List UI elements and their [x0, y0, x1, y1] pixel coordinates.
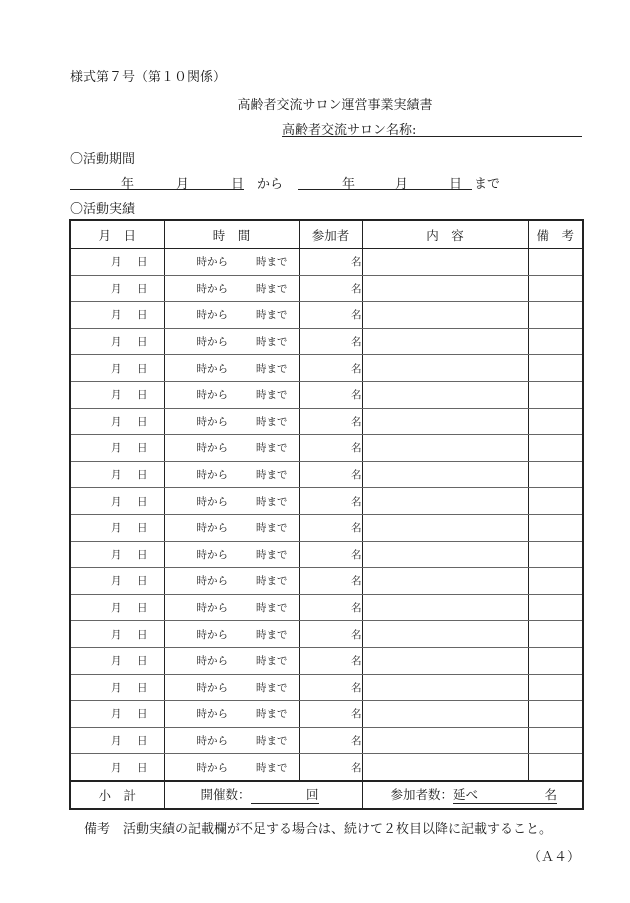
- row-date-cell[interactable]: [70, 408, 164, 435]
- table-row: [70, 568, 583, 595]
- row-content-cell[interactable]: [362, 541, 528, 568]
- row-time-cell[interactable]: [164, 568, 299, 595]
- row-participants-unit: 名: [351, 655, 362, 668]
- row-date-cell[interactable]: [70, 621, 164, 648]
- row-month: 月: [111, 442, 122, 455]
- row-participants-cell[interactable]: [299, 647, 362, 674]
- table-row: [70, 754, 583, 781]
- row-date-cell[interactable]: [70, 727, 164, 754]
- row-remarks-cell[interactable]: [528, 594, 583, 621]
- row-time-cell[interactable]: [164, 381, 299, 408]
- row-remarks-cell[interactable]: [528, 754, 583, 781]
- row-month: 月: [111, 761, 122, 774]
- row-participants-cell[interactable]: [299, 328, 362, 355]
- row-time-cell[interactable]: [164, 302, 299, 329]
- row-time-cell[interactable]: [164, 275, 299, 302]
- period-end-underline[interactable]: [298, 189, 472, 190]
- row-time-from: 時から: [196, 415, 228, 428]
- row-time-until: 時まで: [256, 708, 288, 721]
- row-date-cell[interactable]: [70, 647, 164, 674]
- row-participants-unit: 名: [351, 628, 362, 641]
- row-participants-cell[interactable]: [299, 754, 362, 781]
- row-time-cell[interactable]: [164, 514, 299, 541]
- row-participants-unit: 名: [351, 734, 362, 747]
- row-remarks-cell[interactable]: [528, 435, 583, 462]
- row-time-until: 時まで: [256, 548, 288, 561]
- row-content-cell[interactable]: [362, 249, 528, 276]
- row-time-from: 時から: [196, 469, 228, 482]
- row-participants-unit: 名: [351, 681, 362, 694]
- row-participants-unit: 名: [351, 495, 362, 508]
- row-time-from: 時から: [196, 256, 228, 269]
- row-month: 月: [111, 336, 122, 349]
- row-date-cell[interactable]: [70, 514, 164, 541]
- subtotal-row: [70, 781, 583, 809]
- period-start-month: 月: [176, 177, 190, 192]
- header-content: 内 容: [362, 220, 528, 249]
- row-time-cell[interactable]: [164, 754, 299, 781]
- row-day: 日: [137, 602, 148, 615]
- row-remarks-cell[interactable]: [528, 408, 583, 435]
- row-day: 日: [137, 309, 148, 322]
- row-day: 日: [137, 282, 148, 295]
- row-date-cell[interactable]: [70, 488, 164, 515]
- row-remarks-cell[interactable]: [528, 514, 583, 541]
- row-day: 日: [137, 681, 148, 694]
- row-content-cell[interactable]: [362, 594, 528, 621]
- sessions-count-cell[interactable]: [164, 781, 362, 809]
- row-time-from: 時から: [196, 495, 228, 508]
- row-participants-cell[interactable]: [299, 355, 362, 382]
- row-remarks-cell[interactable]: [528, 302, 583, 329]
- participants-total-cell[interactable]: [362, 781, 583, 809]
- row-time-from: 時から: [196, 522, 228, 535]
- participants-total-prefix: 延べ: [453, 787, 479, 803]
- row-time-until: 時まで: [256, 495, 288, 508]
- row-participants-unit: 名: [351, 469, 362, 482]
- row-participants-cell[interactable]: [299, 381, 362, 408]
- period-start-day: 日: [231, 177, 245, 192]
- row-time-cell[interactable]: [164, 701, 299, 728]
- row-time-from: 時から: [196, 548, 228, 561]
- remarks-note: 備考 活動実績の記載欄が不足する場合は、続けて２枚目以降に記載すること。: [84, 822, 553, 837]
- period-from-label: から: [257, 177, 284, 192]
- row-participants-cell[interactable]: [299, 621, 362, 648]
- row-time-cell[interactable]: [164, 408, 299, 435]
- row-time-until: 時まで: [256, 575, 288, 588]
- row-time-until: 時まで: [256, 628, 288, 641]
- row-remarks-cell[interactable]: [528, 381, 583, 408]
- row-participants-cell[interactable]: [299, 435, 362, 462]
- row-participants-unit: 名: [351, 362, 362, 375]
- row-remarks-cell[interactable]: [528, 461, 583, 488]
- row-time-until: 時まで: [256, 761, 288, 774]
- period-end-day: 日: [449, 177, 463, 192]
- row-day: 日: [137, 655, 148, 668]
- row-participants-unit: 名: [351, 548, 362, 561]
- table-row: [70, 408, 583, 435]
- row-time-cell[interactable]: [164, 674, 299, 701]
- table-row: [70, 701, 583, 728]
- row-month: 月: [111, 548, 122, 561]
- table-header-row: [70, 220, 583, 249]
- row-time-cell[interactable]: [164, 621, 299, 648]
- row-remarks-cell[interactable]: [528, 355, 583, 382]
- row-month: 月: [111, 522, 122, 535]
- row-date-cell[interactable]: [70, 355, 164, 382]
- row-participants-unit: 名: [351, 522, 362, 535]
- row-time-cell[interactable]: [164, 647, 299, 674]
- row-content-cell[interactable]: [362, 514, 528, 541]
- table-row: [70, 674, 583, 701]
- row-content-cell[interactable]: [362, 435, 528, 462]
- row-date-cell[interactable]: [70, 249, 164, 276]
- row-content-cell[interactable]: [362, 381, 528, 408]
- row-content-cell[interactable]: [362, 674, 528, 701]
- row-participants-unit: 名: [351, 442, 362, 455]
- row-participants-cell[interactable]: [299, 249, 362, 276]
- header-time: 時 間: [164, 220, 299, 249]
- paper-size-label: （Ａ４）: [528, 850, 581, 865]
- table-row: [70, 541, 583, 568]
- row-remarks-cell[interactable]: [528, 568, 583, 595]
- row-time-until: 時まで: [256, 362, 288, 375]
- row-participants-cell[interactable]: [299, 701, 362, 728]
- row-time-from: 時から: [196, 761, 228, 774]
- row-month: 月: [111, 415, 122, 428]
- row-date-cell[interactable]: [70, 435, 164, 462]
- period-end-month: 月: [395, 177, 409, 192]
- row-date-cell[interactable]: [70, 381, 164, 408]
- row-time-from: 時から: [196, 442, 228, 455]
- table-row: [70, 594, 583, 621]
- row-day: 日: [137, 336, 148, 349]
- row-time-from: 時から: [196, 628, 228, 641]
- row-remarks-cell[interactable]: [528, 328, 583, 355]
- row-remarks-cell[interactable]: [528, 541, 583, 568]
- table-row: [70, 647, 583, 674]
- row-time-from: 時から: [196, 681, 228, 694]
- period-until-label: まで: [474, 177, 501, 192]
- row-time-until: 時まで: [256, 734, 288, 747]
- row-time-from: 時から: [196, 309, 228, 322]
- row-time-cell[interactable]: [164, 727, 299, 754]
- table-row: [70, 488, 583, 515]
- row-content-cell[interactable]: [362, 488, 528, 515]
- period-end-year: 年: [342, 177, 356, 192]
- row-participants-cell[interactable]: [299, 727, 362, 754]
- sessions-unit: 回: [306, 787, 319, 803]
- row-participants-cell[interactable]: [299, 568, 362, 595]
- row-remarks-cell[interactable]: [528, 275, 583, 302]
- table-row: [70, 328, 583, 355]
- table-row: [70, 249, 583, 276]
- participants-total-label: 参加者数：: [390, 787, 454, 803]
- row-time-from: 時から: [196, 708, 228, 721]
- row-participants-unit: 名: [351, 256, 362, 269]
- sessions-count-field[interactable]: [251, 785, 319, 804]
- row-time-until: 時まで: [256, 469, 288, 482]
- header-date: 月 日: [70, 220, 164, 249]
- row-time-from: 時から: [196, 734, 228, 747]
- sessions-label: 開催数：: [200, 787, 251, 803]
- table-row: [70, 355, 583, 382]
- document-title: 高齢者交流サロン運営事業実績書: [237, 98, 433, 113]
- row-date-cell[interactable]: [70, 674, 164, 701]
- row-remarks-cell[interactable]: [528, 621, 583, 648]
- row-month: 月: [111, 655, 122, 668]
- row-participants-cell[interactable]: [299, 302, 362, 329]
- row-month: 月: [111, 681, 122, 694]
- row-time-from: 時から: [196, 362, 228, 375]
- period-start-year: 年: [121, 177, 135, 192]
- row-time-until: 時まで: [256, 282, 288, 295]
- row-month: 月: [111, 602, 122, 615]
- row-time-cell[interactable]: [164, 488, 299, 515]
- row-month: 月: [111, 309, 122, 322]
- row-time-cell[interactable]: [164, 249, 299, 276]
- row-participants-cell[interactable]: [299, 408, 362, 435]
- table-row: [70, 381, 583, 408]
- row-remarks-cell[interactable]: [528, 488, 583, 515]
- row-content-cell[interactable]: [362, 275, 528, 302]
- row-content-cell[interactable]: [362, 621, 528, 648]
- row-participants-unit: 名: [351, 415, 362, 428]
- row-content-cell[interactable]: [362, 328, 528, 355]
- table-row: [70, 727, 583, 754]
- row-month: 月: [111, 628, 122, 641]
- row-date-cell[interactable]: [70, 594, 164, 621]
- header-participants: 参加者: [299, 220, 362, 249]
- row-participants-cell[interactable]: [299, 541, 362, 568]
- row-date-cell[interactable]: [70, 568, 164, 595]
- row-remarks-cell[interactable]: [528, 674, 583, 701]
- row-participants-unit: 名: [351, 282, 362, 295]
- row-date-cell[interactable]: [70, 328, 164, 355]
- section-results-heading: 〇活動実績: [70, 202, 136, 217]
- row-time-from: 時から: [196, 575, 228, 588]
- row-time-until: 時まで: [256, 415, 288, 428]
- row-time-cell[interactable]: [164, 435, 299, 462]
- activity-results-table: [69, 219, 584, 810]
- row-content-cell[interactable]: [362, 647, 528, 674]
- row-day: 日: [137, 734, 148, 747]
- period-start-underline[interactable]: [70, 189, 244, 190]
- row-remarks-cell[interactable]: [528, 727, 583, 754]
- row-participants-unit: 名: [351, 575, 362, 588]
- row-content-cell[interactable]: [362, 701, 528, 728]
- row-month: 月: [111, 282, 122, 295]
- row-time-until: 時まで: [256, 309, 288, 322]
- row-day: 日: [137, 628, 148, 641]
- subtotal-label: 小 計: [70, 781, 164, 809]
- row-participants-cell[interactable]: [299, 674, 362, 701]
- row-participants-cell[interactable]: [299, 514, 362, 541]
- row-participants-unit: 名: [351, 389, 362, 402]
- row-time-until: 時まで: [256, 256, 288, 269]
- row-time-until: 時まで: [256, 336, 288, 349]
- row-content-cell[interactable]: [362, 727, 528, 754]
- row-content-cell[interactable]: [362, 408, 528, 435]
- row-date-cell[interactable]: [70, 302, 164, 329]
- row-time-from: 時から: [196, 602, 228, 615]
- row-participants-cell[interactable]: [299, 488, 362, 515]
- row-content-cell[interactable]: [362, 754, 528, 781]
- row-content-cell[interactable]: [362, 302, 528, 329]
- row-day: 日: [137, 442, 148, 455]
- participants-total-unit: 名: [544, 787, 558, 803]
- row-participants-cell[interactable]: [299, 275, 362, 302]
- row-month: 月: [111, 575, 122, 588]
- row-month: 月: [111, 469, 122, 482]
- row-month: 月: [111, 362, 122, 375]
- row-date-cell[interactable]: [70, 461, 164, 488]
- row-date-cell[interactable]: [70, 754, 164, 781]
- row-day: 日: [137, 469, 148, 482]
- participants-total-field[interactable]: [453, 785, 557, 804]
- table-row: [70, 275, 583, 302]
- row-time-until: 時まで: [256, 655, 288, 668]
- row-time-until: 時まで: [256, 522, 288, 535]
- row-time-cell[interactable]: [164, 594, 299, 621]
- table-row: [70, 435, 583, 462]
- row-content-cell[interactable]: [362, 568, 528, 595]
- row-day: 日: [137, 415, 148, 428]
- row-participants-unit: 名: [351, 602, 362, 615]
- row-time-from: 時から: [196, 389, 228, 402]
- row-remarks-cell[interactable]: [528, 701, 583, 728]
- row-time-from: 時から: [196, 282, 228, 295]
- table-row: [70, 514, 583, 541]
- row-month: 月: [111, 389, 122, 402]
- row-participants-unit: 名: [351, 708, 362, 721]
- form-number: 様式第７号（第１０関係）: [70, 70, 227, 85]
- row-day: 日: [137, 708, 148, 721]
- row-time-cell[interactable]: [164, 328, 299, 355]
- row-participants-unit: 名: [351, 336, 362, 349]
- row-date-cell[interactable]: [70, 541, 164, 568]
- row-participants-unit: 名: [351, 309, 362, 322]
- row-day: 日: [137, 389, 148, 402]
- row-participants-cell[interactable]: [299, 461, 362, 488]
- row-month: 月: [111, 256, 122, 269]
- row-day: 日: [137, 522, 148, 535]
- row-time-cell[interactable]: [164, 461, 299, 488]
- row-day: 日: [137, 362, 148, 375]
- row-month: 月: [111, 495, 122, 508]
- row-time-until: 時まで: [256, 602, 288, 615]
- row-remarks-cell[interactable]: [528, 647, 583, 674]
- row-day: 日: [137, 761, 148, 774]
- row-time-from: 時から: [196, 336, 228, 349]
- row-month: 月: [111, 734, 122, 747]
- row-time-until: 時まで: [256, 681, 288, 694]
- row-participants-cell[interactable]: [299, 594, 362, 621]
- row-day: 日: [137, 548, 148, 561]
- table-row: [70, 302, 583, 329]
- row-time-cell[interactable]: [164, 541, 299, 568]
- row-day: 日: [137, 256, 148, 269]
- table-row: [70, 621, 583, 648]
- row-day: 日: [137, 495, 148, 508]
- salon-name-label: 高齢者交流サロン名称:: [282, 123, 417, 138]
- row-time-cell[interactable]: [164, 355, 299, 382]
- row-time-until: 時まで: [256, 389, 288, 402]
- row-date-cell[interactable]: [70, 701, 164, 728]
- row-date-cell[interactable]: [70, 275, 164, 302]
- row-remarks-cell[interactable]: [528, 249, 583, 276]
- header-remarks: 備 考: [528, 220, 583, 249]
- row-time-until: 時まで: [256, 442, 288, 455]
- row-month: 月: [111, 708, 122, 721]
- section-period-heading: 〇活動期間: [70, 152, 136, 167]
- row-content-cell[interactable]: [362, 461, 528, 488]
- table-row: [70, 461, 583, 488]
- row-time-from: 時から: [196, 655, 228, 668]
- row-day: 日: [137, 575, 148, 588]
- row-content-cell[interactable]: [362, 355, 528, 382]
- row-participants-unit: 名: [351, 761, 362, 774]
